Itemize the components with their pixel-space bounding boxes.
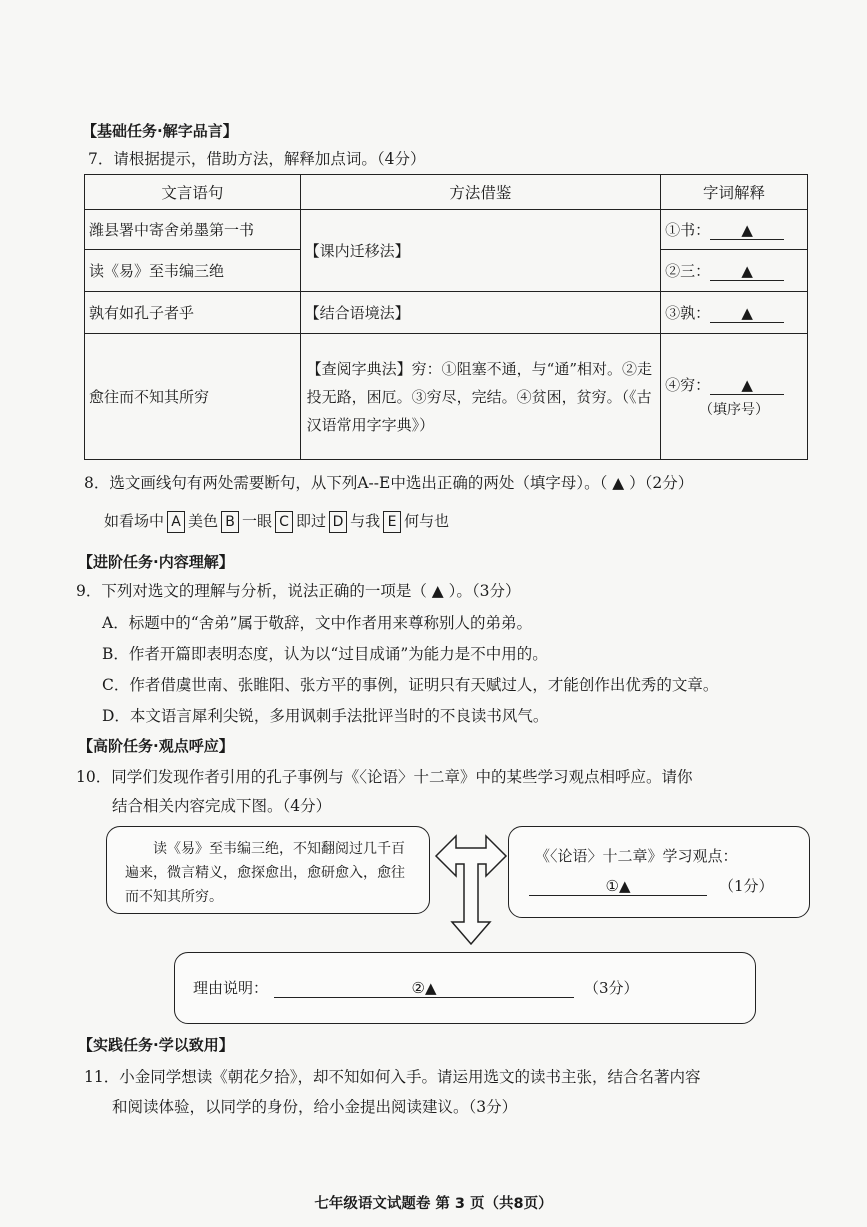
viewpoint-box bbox=[508, 826, 810, 918]
double-arrow-diagram bbox=[434, 832, 508, 948]
viewpoint-title: 《〈论语〉十二章》学习观点： bbox=[535, 847, 738, 865]
table-row bbox=[85, 210, 808, 250]
section-title-intermediate: 【进阶任务·内容理解】 bbox=[78, 553, 234, 571]
viewpoint-answer-line bbox=[529, 875, 774, 896]
answer-cell: ④穷： ▲ （填序号） bbox=[661, 334, 808, 460]
viewpoint-score: （1分） bbox=[719, 877, 774, 895]
option-c[interactable]: C．作者借虞世南、张睢阳、张方平的事例，证明只有天赋过人，才能创作出优秀的文章。 bbox=[102, 676, 719, 694]
answer-cell: ②三： ▲ bbox=[661, 250, 808, 292]
segment: 如看场中 bbox=[104, 512, 165, 530]
reason-line bbox=[193, 977, 639, 998]
break-option-e[interactable]: E bbox=[383, 511, 401, 533]
question-8-prompt: 8．选文画线句有两处需要断句，从下列A--E中选出正确的两处（填字母）。（ ▲ ）（2分） bbox=[84, 474, 694, 492]
segment: 一眼 bbox=[242, 512, 273, 530]
answer-blank[interactable]: ▲ bbox=[710, 262, 784, 281]
question-11-line1: 11．小金同学想读《朝花夕拾》，却不知如何入手。请运用选文的读书主张，结合名著内容 bbox=[84, 1068, 701, 1086]
vocab-table bbox=[84, 174, 808, 460]
section-title-advanced: 【高阶任务·观点呼应】 bbox=[78, 737, 234, 755]
header-explanation: 字词解释 bbox=[661, 175, 808, 210]
sentence-cell: 潍县署中寄舍弟墨第一书 bbox=[85, 210, 301, 250]
reason-score: （3分） bbox=[584, 979, 639, 997]
option-b[interactable]: B．作者开篇即表明态度，认为以“过目成诵”为能力是不中用的。 bbox=[102, 645, 548, 663]
sentence-cell: 孰有如孔子者乎 bbox=[85, 292, 301, 334]
header-sentence: 文言语句 bbox=[85, 175, 301, 210]
reason-label: 理由说明： bbox=[193, 979, 269, 997]
question-9-prompt: 9．下列对选文的理解与分析，说法正确的一项是（ ▲ ）。（3分） bbox=[76, 582, 521, 600]
viewpoint-blank[interactable]: ①▲ bbox=[529, 877, 707, 896]
method-cell-transfer: 【课内迁移法】 bbox=[300, 210, 660, 292]
vocab-table-header bbox=[85, 175, 808, 210]
option-a[interactable]: A．标题中的“舍弟”属于敬辞，文中作者用来尊称别人的弟弟。 bbox=[102, 614, 533, 632]
answer-cell: ①书： ▲ bbox=[661, 210, 808, 250]
sentence-cell: 愈往而不知其所穷 bbox=[85, 334, 301, 460]
question-7-prompt: 7．请根据提示，借助方法，解释加点词。（4分） bbox=[88, 150, 426, 168]
method-cell-context: 【结合语境法】 bbox=[300, 292, 660, 334]
segment: 何与也 bbox=[404, 512, 450, 530]
segment: 美色 bbox=[188, 512, 219, 530]
question-11-line2: 和阅读体验，以同学的身份，给小金提出阅读建议。（3分） bbox=[112, 1098, 518, 1116]
answer-blank[interactable]: ▲ bbox=[710, 304, 784, 323]
reason-box bbox=[174, 952, 756, 1024]
question-10-line2: 结合相关内容完成下图。（4分） bbox=[112, 797, 332, 815]
sentence-cell: 读《易》至韦编三绝 bbox=[85, 250, 301, 292]
option-d[interactable]: D．本文语言犀利尖锐，多用讽刺手法批评当时的不良读书风气。 bbox=[102, 707, 549, 725]
method-cell-dictionary: 【查阅字典法】穷：①阻塞不通，与“通”相对。②走投无路，困厄。③穷尽，完结。④贫困，贫穷。（《古汉语常用字字典》） bbox=[300, 334, 660, 460]
question-10-line1: 10．同学们发现作者引用的孔子事例与《〈论语〉十二章》中的某些学习观点相呼应。请你 bbox=[76, 768, 693, 786]
quote-text: 读《易》至韦编三绝，不知翻阅过几千百遍来，微言精义，愈探愈出，愈研愈入，愈往而不知其所穷。 bbox=[125, 841, 405, 905]
answer-blank[interactable]: ▲ bbox=[710, 376, 784, 395]
table-row bbox=[85, 334, 808, 460]
answer-note: （填序号） bbox=[699, 402, 770, 418]
reason-blank[interactable]: ②▲ bbox=[274, 979, 574, 998]
table-row bbox=[85, 292, 808, 334]
segment: 即过 bbox=[296, 512, 327, 530]
sentence-break-options bbox=[104, 510, 449, 533]
break-option-b[interactable]: B bbox=[221, 511, 239, 533]
break-option-d[interactable]: D bbox=[329, 511, 347, 533]
segment: 与我 bbox=[350, 512, 381, 530]
page-footer: 七年级语文试题卷 第 3 页（共8页） bbox=[314, 1196, 553, 1212]
section-title-basic: 【基础任务·解字品言】 bbox=[82, 122, 238, 140]
arrow-shape bbox=[436, 836, 506, 944]
answer-blank[interactable]: ▲ bbox=[710, 221, 784, 240]
break-option-a[interactable]: A bbox=[167, 511, 185, 533]
header-method: 方法借鉴 bbox=[300, 175, 660, 210]
quote-box bbox=[106, 826, 430, 914]
break-option-c[interactable]: C bbox=[275, 511, 293, 533]
section-title-practice: 【实践任务·学以致用】 bbox=[78, 1036, 234, 1054]
answer-cell: ③孰： ▲ bbox=[661, 292, 808, 334]
